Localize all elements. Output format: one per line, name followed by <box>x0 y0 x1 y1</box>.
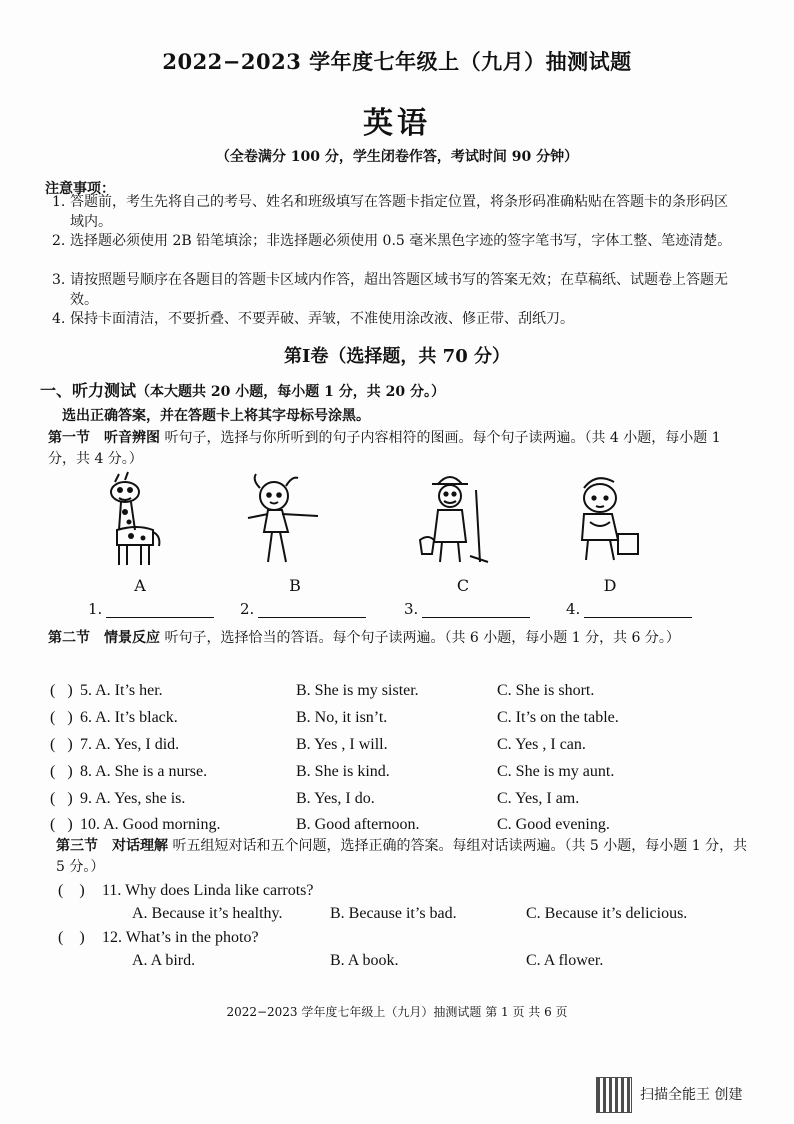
option-b: B. A book. <box>330 952 399 969</box>
option-a: 8. A. She is a nurse. <box>80 763 208 780</box>
note-number: 4. <box>52 311 66 327</box>
subsection-text: 听五组短对话和五个问题，选择正确的答案。每组对话读两遍。（共 5 小题，每小题 1 分，共 5 分。） <box>56 838 748 875</box>
option-a: A. Because it’s healthy. <box>132 905 283 922</box>
option-a: 7. A. Yes, I did. <box>80 736 180 753</box>
note-item <box>52 192 742 232</box>
subsection-2 <box>48 628 748 649</box>
section-title: 一、听力测试 <box>40 381 137 400</box>
note-text: 答题前，考生先将自己的考号、姓名和班级填写在答题卡指定位置，将条形码准确粘贴在答题卡的条形码区域内。 <box>70 194 728 230</box>
option-a: 6. A. It’s black. <box>80 709 178 726</box>
subject-title: 英语 <box>363 106 431 141</box>
option-c: C. She is my aunt. <box>497 763 615 780</box>
exam-title: 2022−2023 学年度七年级上（九月）抽测试题 <box>162 49 632 74</box>
question-row <box>50 763 207 781</box>
answer-line[interactable] <box>258 603 366 618</box>
page-footer: 2022−2023 学年度七年级上（九月）抽测试题 第 1 页 共 6 页 <box>226 1005 568 1019</box>
question-row <box>50 682 163 700</box>
blank-number: 2. <box>240 600 255 618</box>
qr-code-icon <box>596 1077 632 1113</box>
note-item <box>52 309 742 329</box>
option-c: C. She is short. <box>497 682 595 699</box>
question-row <box>50 816 220 834</box>
answer-line[interactable] <box>584 603 692 618</box>
option-c: C. Good evening. <box>497 816 610 833</box>
option-a: A. A bird. <box>132 952 196 969</box>
option-c: C. A flower. <box>526 952 604 969</box>
subsection-1 <box>48 428 748 470</box>
blank-number: 4. <box>566 600 581 618</box>
option-a: 9. A. Yes, she is. <box>80 790 186 807</box>
stem-text: 12. What’s in the photo? <box>102 929 259 946</box>
option-c: C. It’s on the table. <box>497 709 619 726</box>
part-heading: 第Ⅰ卷（选择题，共 70 分） <box>283 346 510 367</box>
note-number: 1. <box>52 194 66 210</box>
answer-paren[interactable]: ( ) <box>50 682 73 699</box>
giraffe-icon <box>95 470 205 570</box>
note-text: 选择题必须使用 2B 铅笔填涂；非选择题必须使用 0.5 毫米黑色字迹的签字笔书写，字体工整、笔迹清楚。 <box>70 233 732 249</box>
stem-text: 11. Why does Linda like carrots? <box>102 882 314 899</box>
answer-paren[interactable]: ( ) <box>50 816 73 833</box>
question-stem <box>58 882 314 900</box>
note-number: 2. <box>52 233 66 249</box>
answer-blank-3[interactable] <box>404 600 530 618</box>
option-b: B. Good afternoon. <box>296 816 420 833</box>
note-item <box>52 270 742 310</box>
option-b: B. Because it’s bad. <box>330 905 457 922</box>
subsection-text: 听句子，选择恰当的答语。每个句子读两遍。（共 6 小题，每小题 1 分，共 6 分。） <box>164 630 680 646</box>
notes-heading: 注意事项： <box>45 181 115 197</box>
answer-paren[interactable]: ( ) <box>50 790 73 807</box>
option-b: B. She is my sister. <box>296 682 419 699</box>
note-number: 3. <box>52 272 66 288</box>
picture-letter-a: A <box>134 576 146 595</box>
answer-paren[interactable]: ( ) <box>50 709 73 726</box>
subsection-label: 第三节 对话理解 <box>56 838 168 854</box>
option-c: C. Yes, I am. <box>497 790 580 807</box>
question-row <box>50 790 185 808</box>
option-b: B. She is kind. <box>296 763 390 780</box>
answer-line[interactable] <box>422 603 530 618</box>
sitting-boy-icon <box>560 470 670 570</box>
answer-blank-4[interactable] <box>566 600 692 618</box>
answer-paren[interactable]: ( ) <box>50 763 73 780</box>
option-b: B. Yes, I do. <box>296 790 375 807</box>
answer-paren[interactable]: ( ) <box>58 929 85 946</box>
option-a: 5. A. It’s her. <box>80 682 163 699</box>
answer-blank-1[interactable] <box>88 600 214 618</box>
question-row <box>50 709 178 727</box>
section-heading <box>40 378 445 401</box>
blank-number: 1. <box>88 600 103 618</box>
option-b: B. Yes , I will. <box>296 736 388 753</box>
section-rule: （本大题共 20 小题，每小题 1 分，共 20 分。） <box>136 384 445 400</box>
subsection-label: 第一节 听音辨图 <box>48 430 160 446</box>
girl-dancing-icon <box>238 470 348 570</box>
option-b: B. No, it isn’t. <box>296 709 388 726</box>
picture-letter-b: B <box>289 576 301 595</box>
option-c: C. Yes , I can. <box>497 736 586 753</box>
blank-number: 3. <box>404 600 419 618</box>
answer-paren[interactable]: ( ) <box>50 736 73 753</box>
picture-letter-c: C <box>456 576 470 595</box>
note-text: 请按照题号顺序在各题目的答题卡区域内作答，超出答题区域书写的答案无效；在草稿纸、试题卷上答题无效。 <box>70 272 728 308</box>
subsection-3 <box>56 836 748 878</box>
question-row <box>50 736 179 754</box>
question-stem <box>58 929 259 947</box>
answer-line[interactable] <box>106 603 214 618</box>
picture-letter-d: D <box>603 576 617 595</box>
section-instruction: 选出正确答案，并在答题卡上将其字母标号涂黑。 <box>62 408 370 424</box>
farmer-icon <box>410 470 520 570</box>
note-item <box>52 231 742 251</box>
option-a: 10. A. Good morning. <box>80 816 221 833</box>
subsection-label: 第二节 情景反应 <box>48 630 160 646</box>
option-c: C. Because it’s delicious. <box>526 905 688 922</box>
scanner-watermark: 扫描全能王 创建 <box>640 1087 743 1103</box>
exam-meta: （全卷满分 100 分，学生闭卷作答，考试时间 90 分钟） <box>215 149 579 165</box>
answer-paren[interactable]: ( ) <box>58 882 85 899</box>
note-text: 保持卡面清洁，不要折叠、不要弄破、弄皱，不准使用涂改液、修正带、刮纸刀。 <box>70 311 574 327</box>
answer-blank-2[interactable] <box>240 600 366 618</box>
subsection-text: 听句子，选择与你所听到的句子内容相符的图画。每个句子读两遍。（共 4 小题，每小题 1 分，共 4 分。） <box>48 430 721 467</box>
